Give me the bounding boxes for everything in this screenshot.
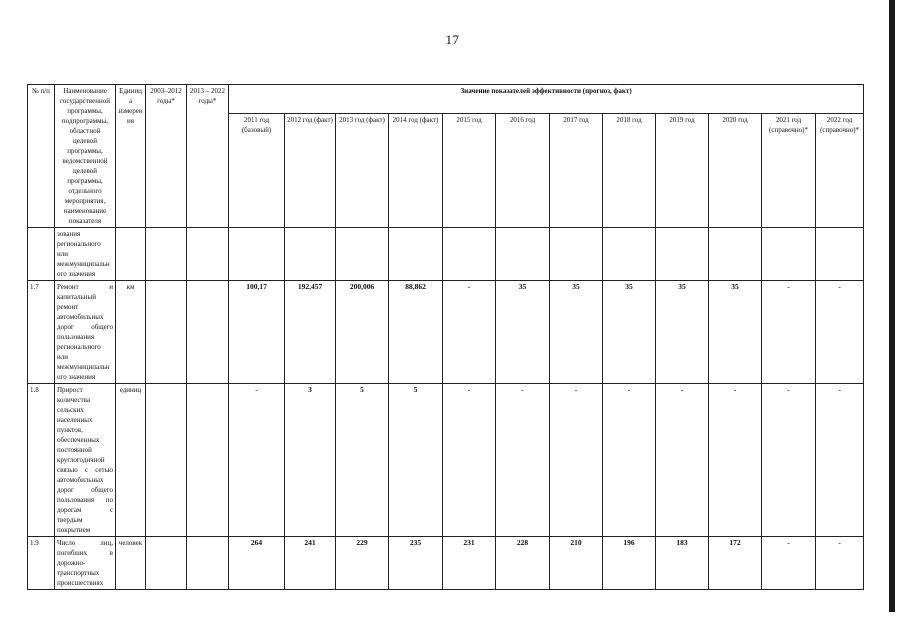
row-period-2	[187, 281, 229, 384]
header-unit: Единица измерения	[116, 85, 146, 228]
header-year: 2015 год	[443, 114, 496, 228]
row-value	[336, 228, 389, 281]
table-row	[28, 384, 864, 537]
header-year: 2022 год (справочно)*	[816, 114, 864, 228]
row-value: 3	[285, 384, 336, 537]
row-unit: единиц	[116, 384, 146, 537]
row-value	[816, 228, 864, 281]
row-value: -	[443, 281, 496, 384]
row-value: 200,006	[336, 281, 389, 384]
row-unit: человек	[116, 537, 146, 590]
row-num	[28, 228, 55, 281]
row-period-2	[187, 228, 229, 281]
header-year: 2011 год (базовый)	[229, 114, 285, 228]
header-year: 2017 год	[550, 114, 603, 228]
header-period-2013-2022: 2013 – 2022 годы*	[187, 85, 229, 228]
header-indicator-values: Значение показателей эффективности (прогноз, факт)	[229, 85, 864, 114]
row-value: 192,457	[285, 281, 336, 384]
row-value	[443, 228, 496, 281]
header-year: 2012 год (факт)	[285, 114, 336, 228]
row-unit	[116, 228, 146, 281]
row-value: -	[496, 384, 550, 537]
row-value	[389, 228, 443, 281]
row-value: 35	[603, 281, 656, 384]
row-name: Прирост количества сельских населенных пунктов, обеспеченных постоянной круглогодичной связью с сетью автомобильных дорог общего пользования по дорогам с твердым покрытием	[55, 384, 116, 537]
row-value: 35	[496, 281, 550, 384]
row-period-1	[146, 281, 187, 384]
row-value	[285, 228, 336, 281]
row-value: 100,17	[229, 281, 285, 384]
row-num: 1.8	[28, 384, 55, 537]
row-value	[603, 228, 656, 281]
row-name: Ремонт и капитальный ремонт автомобильных дорог общего пользования регионального или межмуниципального значения	[55, 281, 116, 384]
row-value: 172	[709, 537, 762, 590]
row-value: 228	[496, 537, 550, 590]
row-value: -	[816, 537, 864, 590]
row-value: 5	[389, 384, 443, 537]
header-year: 2013 год (факт)	[336, 114, 389, 228]
row-num: 1.9	[28, 537, 55, 590]
row-value	[550, 228, 603, 281]
header-year: 2020 год	[709, 114, 762, 228]
header-num: № п/п	[28, 85, 55, 228]
row-period-2	[187, 537, 229, 590]
header-year: 2021 год (справочно)*	[762, 114, 816, 228]
row-num: 1.7	[28, 281, 55, 384]
row-value: -	[656, 384, 709, 537]
page-number: 17	[445, 32, 460, 47]
header-name: Наименование государственной программы, подпрограммы, областной целевой программы, ведомственной целевой программы, отдельного мероприятия, наименование показателя	[55, 85, 116, 228]
row-value: -	[443, 384, 496, 537]
row-value: -	[229, 384, 285, 537]
table-row	[28, 281, 864, 384]
scan-edge-bar	[889, 0, 895, 612]
row-period-1	[146, 537, 187, 590]
row-value: -	[603, 384, 656, 537]
row-value: 196	[603, 537, 656, 590]
row-value: 264	[229, 537, 285, 590]
row-value: 235	[389, 537, 443, 590]
header-period-2003-2012: 2003–2012 годы*	[146, 85, 187, 228]
row-value: 35	[550, 281, 603, 384]
header-year: 2019 год	[656, 114, 709, 228]
row-period-1	[146, 384, 187, 537]
row-name: Число лиц, погибших в дорожно-транспортных происшествиях	[55, 537, 116, 590]
row-value	[709, 228, 762, 281]
row-value: -	[816, 384, 864, 537]
header-row-top	[28, 85, 864, 114]
indicators-table	[27, 84, 864, 590]
row-value: 231	[443, 537, 496, 590]
row-value: -	[550, 384, 603, 537]
row-value	[762, 228, 816, 281]
row-value	[656, 228, 709, 281]
row-value: 35	[656, 281, 709, 384]
row-value	[229, 228, 285, 281]
row-value: -	[816, 281, 864, 384]
row-value: -	[762, 384, 816, 537]
header-year: 2014 год (факт)	[389, 114, 443, 228]
row-value: 183	[656, 537, 709, 590]
row-unit: км	[116, 281, 146, 384]
header-year: 2018 год	[603, 114, 656, 228]
table-row	[28, 537, 864, 590]
row-period-1	[146, 228, 187, 281]
row-value: 229	[336, 537, 389, 590]
header-year: 2016 год	[496, 114, 550, 228]
row-period-2	[187, 384, 229, 537]
row-value: -	[762, 537, 816, 590]
row-value: 5	[336, 384, 389, 537]
row-value	[496, 228, 550, 281]
row-value: -	[709, 384, 762, 537]
row-value: 210	[550, 537, 603, 590]
row-value: 241	[285, 537, 336, 590]
row-value: 35	[709, 281, 762, 384]
row-name: зования регионального или межмуниципального значения	[55, 228, 116, 281]
table-row	[28, 228, 864, 281]
row-value: -	[762, 281, 816, 384]
row-value: 88,862	[389, 281, 443, 384]
